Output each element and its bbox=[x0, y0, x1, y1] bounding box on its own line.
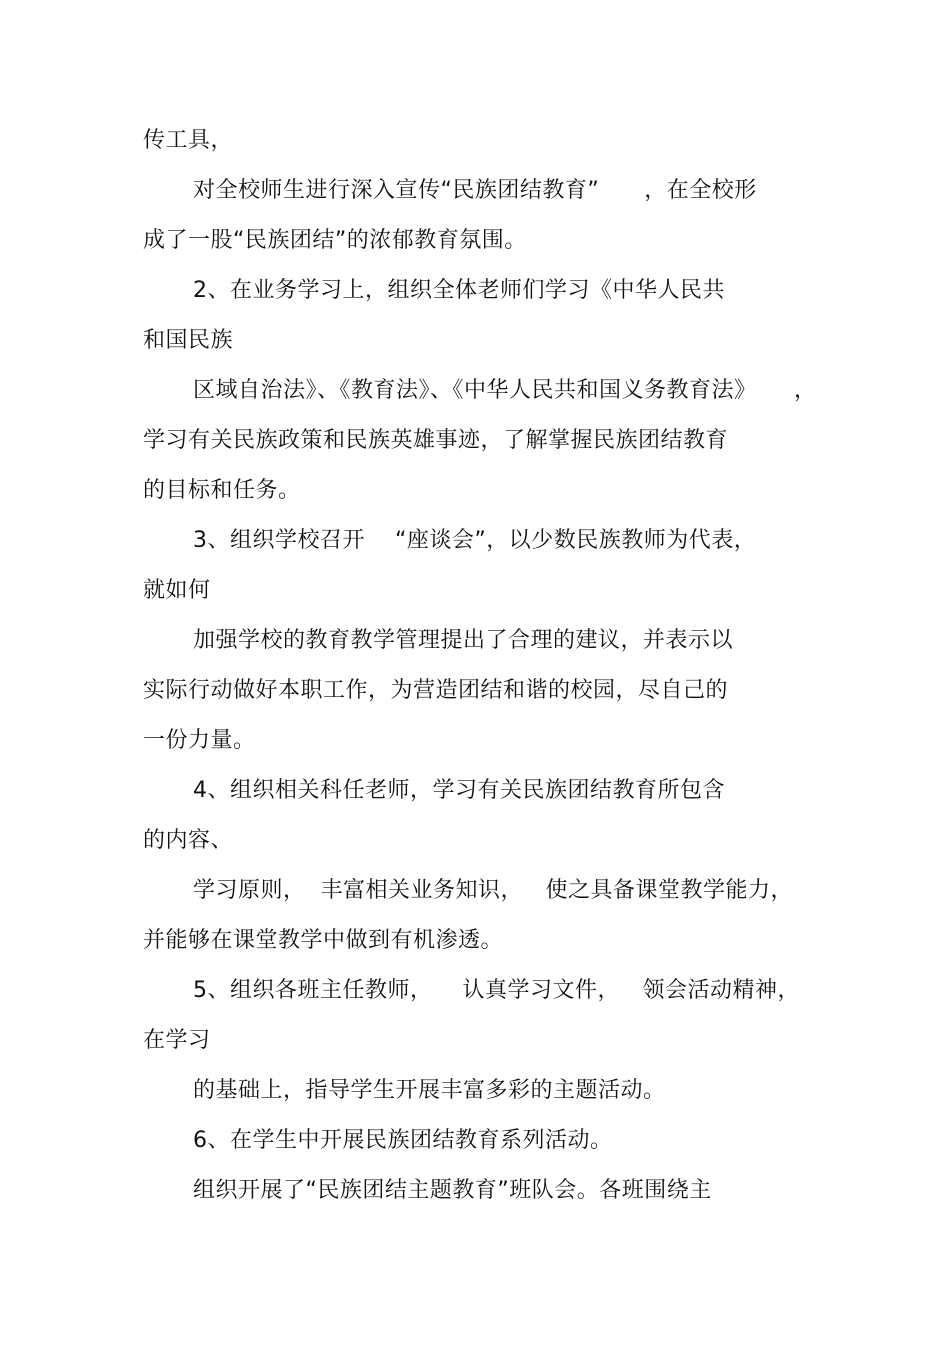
text-line: 就如何 bbox=[143, 578, 211, 603]
text-line: 3、组织学校召开 “座谈会”，以少数民族教师为代表， bbox=[193, 528, 757, 553]
text-line: 区域自治法》、《教育法》、《中华人民共和国义务教育法》 ， bbox=[193, 378, 817, 403]
text-line: 5、组织各班主任教师， 认真学习文件， 领会活动精神， bbox=[193, 978, 800, 1003]
text-line: 学习原则， 丰富相关业务知识， 使之具备课堂教学能力， bbox=[193, 878, 793, 903]
text-line: 加强学校的教育教学管理提出了合理的建议，并表示以 bbox=[193, 628, 734, 653]
text-line: 成了一股“民族团结”的浓郁教育氛围。 bbox=[143, 228, 527, 253]
text-line: 的基础上，指导学生开展丰富多彩的主题活动。 bbox=[193, 1078, 666, 1103]
text-line: 学习有关民族政策和民族英雄事迹，了解掌握民族团结教育 bbox=[143, 428, 729, 453]
text-line: 在学习 bbox=[143, 1028, 211, 1053]
text-line: 2、在业务学习上，组织全体老师们学习《中华人民共 bbox=[193, 278, 725, 303]
text-line: 组织开展了“民族团结主题教育”班队会。各班围绕主 bbox=[193, 1178, 712, 1203]
text-line: 4、组织相关科任老师，学习有关民族团结教育所包含 bbox=[193, 778, 725, 803]
text-line: 并能够在课堂教学中做到有机渗透。 bbox=[143, 928, 504, 953]
text-line: 实际行动做好本职工作，为营造团结和谐的校园，尽自己的 bbox=[143, 678, 729, 703]
text-line: 一份力量。 bbox=[143, 728, 256, 753]
text-line: 的目标和任务。 bbox=[143, 478, 301, 503]
text-line: 的内容、 bbox=[143, 828, 234, 853]
text-line: 和国民族 bbox=[143, 328, 234, 353]
text-line: 传工具， bbox=[143, 128, 234, 153]
text-line: 对全校师生进行深入宣传“民族团结教育” ，在全校形 bbox=[193, 178, 757, 203]
text-line: 6、在学生中开展民族团结教育系列活动。 bbox=[193, 1128, 613, 1153]
